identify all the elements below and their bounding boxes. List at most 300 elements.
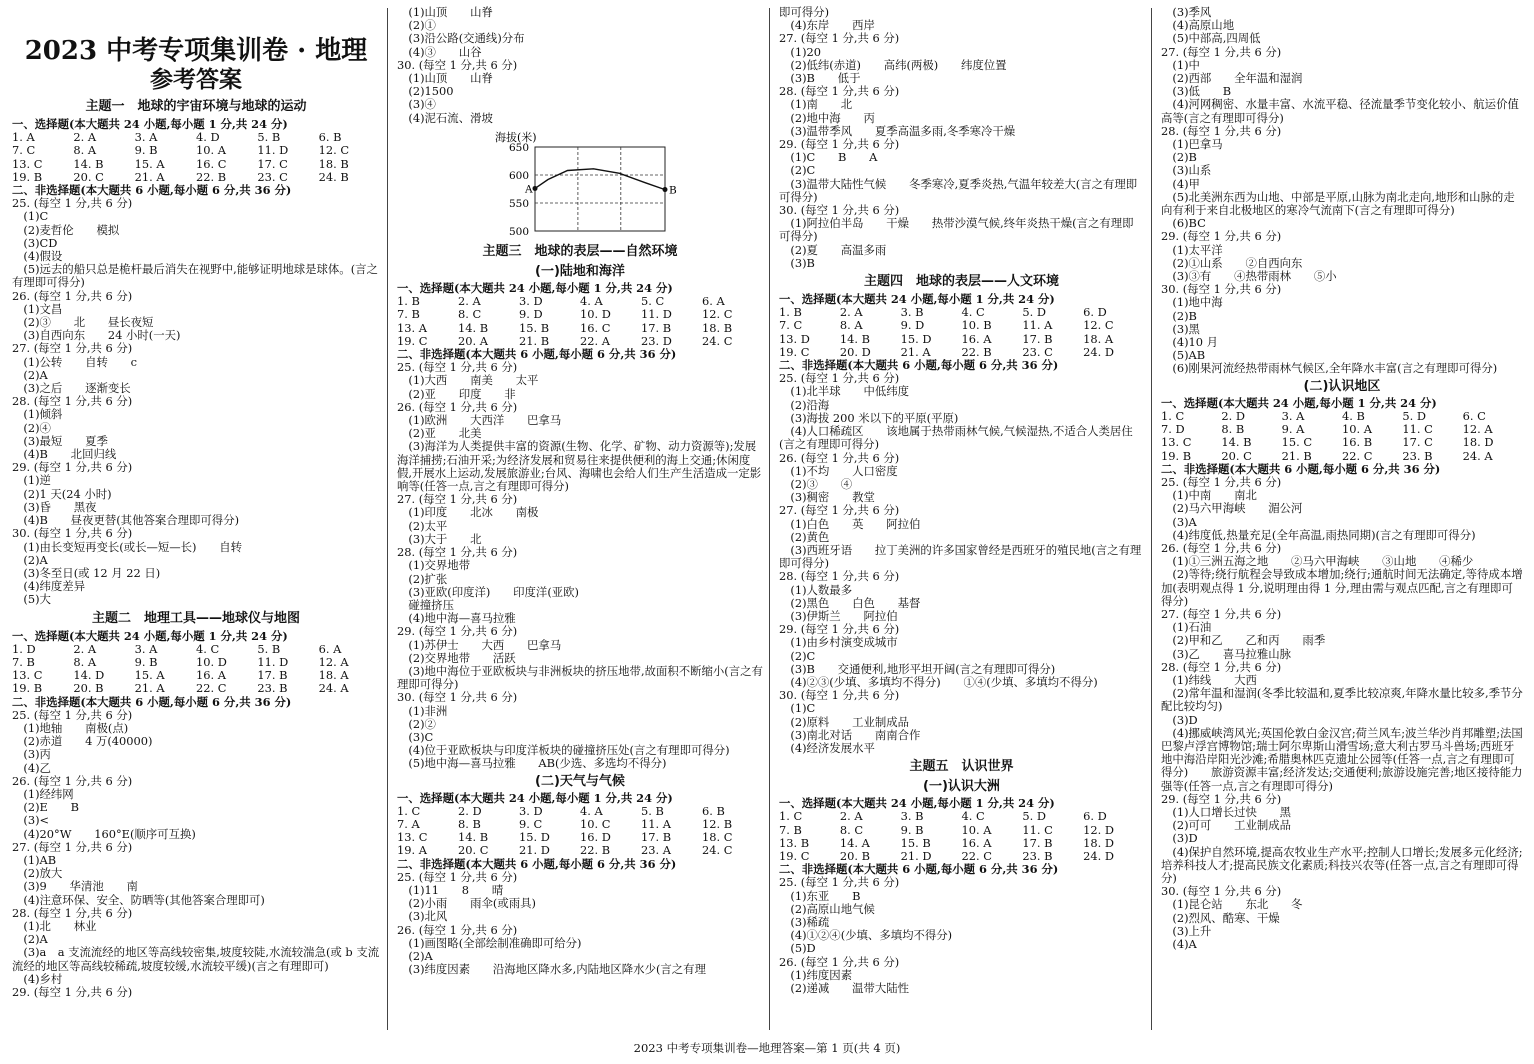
choice-answer: 14. B	[1221, 435, 1252, 450]
answer-line: (2)马六甲海峡 湄公河	[1161, 501, 1303, 516]
answer-line: (2)C	[779, 163, 816, 178]
answer-line: (1)由长变短再变长(或长—短—长) 自转	[12, 539, 243, 554]
answer-line: (5)地中海—喜马拉雅 AB(少选、多选均不得分)	[397, 756, 667, 771]
answer-line: 30. (每空 1 分,共 6 分)	[1161, 282, 1282, 297]
choice-answer: 12. A	[1462, 422, 1493, 437]
answer-line: (1)苏伊士 大西 巴拿马	[397, 637, 562, 652]
answer-line: (6)刚果河流经热带雨林气候区,全年降水丰富(言之有理即可得分)	[1161, 361, 1498, 376]
answer-line: (2)黑色 白色 基督	[779, 595, 921, 610]
question-part-heading: 一、选择题(本大题共 24 小题,每小题 1 分,共 24 分)	[12, 628, 288, 643]
point-b-label: B	[669, 184, 677, 197]
answer-line: (1)经纬网	[12, 786, 74, 801]
elevation-chart-svg	[437, 129, 687, 237]
answer-line: (1)阿拉伯半岛 干燥 热带沙漠气候,终年炎热干燥(言之有理即可得分)	[779, 216, 1134, 244]
answer-line: (3)C	[397, 729, 434, 744]
choice-answer: 14. D	[73, 668, 105, 683]
answer-line: (2)西部 全年温和湿润	[1161, 71, 1303, 86]
answer-line: 28. (每空 1 分,共 6 分)	[1161, 659, 1282, 674]
answer-line: (1)北 林业	[12, 918, 97, 933]
choice-answer: 9. D	[900, 318, 925, 333]
answer-line: (4)高原山地	[1161, 18, 1235, 33]
choice-answer: 23. A	[641, 843, 671, 858]
choice-answer: 11. C	[1402, 422, 1433, 437]
choice-answer: 10. A	[1341, 422, 1372, 437]
choice-answer: 15. A	[134, 668, 165, 683]
answer-line: (3)亚欧(印度洋) 印度洋(亚欧)	[397, 584, 579, 599]
choice-answer: 3. B	[900, 305, 924, 320]
answer-line: (2)③ 北 昼长夜短	[12, 315, 154, 330]
choice-answer: 3. A	[134, 130, 158, 145]
answer-line: (3)D	[1161, 831, 1198, 846]
answer-line: 29. (每空 1 分,共 6 分)	[1161, 791, 1282, 806]
answer-line: 26. (每空 1 分,共 6 分)	[397, 399, 518, 414]
answer-line: (1)昆仑站 东北 冬	[1161, 897, 1303, 912]
answer-line: (4)位于亚欧板块与印度洋板块的碰撞挤压处(言之有理即可得分)	[397, 743, 730, 758]
choice-answer: 1. B	[779, 305, 802, 320]
answer-line: (2)亚 印度 非	[397, 386, 516, 401]
choice-answer: 4. C	[961, 809, 985, 824]
choice-answer: 22. C	[961, 848, 992, 863]
point-b	[663, 187, 668, 192]
choice-answer: 17. B	[641, 830, 672, 845]
answer-line: 29. (每空 1 分,共 6 分)	[1161, 229, 1282, 244]
choice-answer: 9. B	[900, 822, 924, 837]
choice-answer: 22. C	[1341, 448, 1373, 463]
answer-line: (4)保护自然环境,提高农牧业生产水平;控制人口增长;发展多元化经济;培养科技人才;提高民族文化素质;科技兴农等(任答一点,言之有理即可得分)	[1161, 844, 1523, 885]
answer-line: (2)甲和乙 乙和丙 雨季	[1161, 633, 1326, 648]
answer-line: (3)自西向东 24 小时(一天)	[12, 328, 181, 343]
answer-line: 30. (每空 1 分,共 6 分)	[779, 203, 900, 218]
answer-line: (2)小雨 雨伞(或雨具)	[397, 896, 536, 911]
answer-line: (4)纬度差异	[12, 579, 86, 594]
choice-answer: 6. A	[318, 641, 342, 656]
answer-line: (4)东岸 西岸	[779, 18, 875, 33]
answer-line: 27. (每空 1 分,共 6 分)	[779, 31, 900, 46]
choice-answer: 17. C	[1402, 435, 1433, 450]
answer-line: (2)放大	[12, 866, 63, 881]
choice-answer: 12. C	[318, 143, 350, 158]
answer-line: (1)人口增长过快 黑	[1161, 804, 1292, 819]
answer-line: (2)烈风、酷寒、干燥	[1161, 910, 1280, 925]
answer-line: 25. (每空 1 分,共 6 分)	[779, 371, 900, 386]
answer-line: (3)伊斯兰 阿拉伯	[779, 608, 898, 623]
choice-answer: 8. B	[1221, 422, 1245, 437]
answer-line: (3)西班牙语 拉丁美洲的许多国家曾经是西班牙的殖民地(言之有理即可得分)	[779, 542, 1142, 571]
choice-answer: 7. A	[397, 816, 420, 831]
subsection-heading: (二)认识地区	[1303, 378, 1381, 394]
answer-line: (3)纬度因素 沿海地区降水多,内陆地区降水少(言之有理	[397, 962, 706, 977]
question-part-heading: 一、选择题(本大题共 24 小题,每小题 1 分,共 24 分)	[1161, 395, 1437, 410]
choice-answer: 4. A	[580, 803, 603, 818]
choice-answer: 6. C	[1462, 408, 1486, 423]
section-heading: 主题二 地理工具——地球仪与地图	[91, 610, 300, 626]
choice-answer: 10. D	[580, 307, 611, 322]
choice-answer: 12. C	[702, 307, 733, 322]
answer-line: (3)南北对话 南南合作	[779, 727, 921, 742]
choice-answer: 18. A	[318, 668, 349, 683]
choice-answer: 17. C	[257, 156, 288, 171]
answer-line: (3)④	[397, 97, 436, 112]
choice-answer: 20. B	[73, 681, 104, 696]
choice-answer: 8. A	[73, 654, 97, 669]
choice-answer: 17. B	[641, 320, 672, 335]
choice-answer: 8. C	[458, 307, 482, 322]
choice-answer: 21. B	[1281, 448, 1312, 463]
answer-line: 26. (每空 1 分,共 6 分)	[12, 773, 133, 788]
choice-answer: 10. B	[961, 318, 992, 333]
col2-content-bottom	[397, 243, 763, 976]
answer-line: (4)人口稀疏区 该地属于热带雨林气候,气候湿热,不适合人类居住(言之有理即可得分)	[779, 424, 1133, 452]
answer-line: (2)亚 北美	[397, 426, 482, 441]
choice-answer: 23. B	[1022, 848, 1053, 863]
choice-answer: 23. B	[1402, 448, 1433, 463]
question-part-heading: 二、非选择题(本大题共 6 小题,每小题 6 分,共 36 分)	[779, 358, 1059, 373]
answer-line: (3)海拔 200 米以下的平原(平原)	[779, 410, 959, 425]
answer-line: (4)B 北回归线	[12, 447, 117, 462]
point-a-label: A	[525, 183, 533, 196]
choice-answer: 20. C	[73, 169, 104, 184]
choice-answer: 6. B	[318, 130, 342, 145]
question-part-heading: 二、非选择题(本大题共 6 小题,每小题 6 分,共 36 分)	[397, 347, 677, 362]
choice-answer: 24. D	[1083, 344, 1115, 359]
choice-answer: 20. C	[1221, 448, 1252, 463]
answer-line: 27. (每空 1 分,共 6 分)	[1161, 44, 1282, 59]
answer-line: (4)经济发展水平	[779, 740, 875, 755]
answer-line: (2)递减 温带大陆性	[779, 981, 910, 996]
answer-line: (1)印度 北冰 南极	[397, 505, 539, 520]
answer-line: (4)②③(少填、多填均不得分) ①④(少填、多填均不得分)	[779, 674, 1098, 689]
choice-answer-grid	[12, 131, 380, 184]
choice-answer: 2. A	[458, 294, 481, 309]
answer-line: 即可得分)	[779, 5, 830, 19]
choice-answer: 16. C	[580, 320, 611, 335]
answer-line: 26. (每空 1 分,共 6 分)	[779, 954, 900, 969]
choice-answer: 21. D	[900, 848, 932, 863]
answer-line: (2)常年温和湿润(冬季比较温和,夏季比较凉爽,年降水量比较多,季节分配比较均匀)	[1161, 686, 1523, 714]
choice-answer: 14. B	[73, 156, 104, 171]
question-part-heading: 二、非选择题(本大题共 6 小题,每小题 6 分,共 36 分)	[1161, 461, 1441, 476]
answer-line: (2)①	[397, 18, 436, 33]
choice-answer: 11. A	[641, 816, 671, 831]
column-divider	[387, 8, 388, 1030]
answer-line: (1)地中海	[1161, 295, 1223, 310]
y-tick-label: 550	[508, 197, 529, 210]
choice-answer: 10. A	[195, 143, 226, 158]
choice-answer: 13. D	[779, 331, 810, 346]
choice-answer: 10. D	[195, 654, 227, 669]
answer-line: (2)E B	[12, 800, 79, 815]
answer-line: (2)1 天(24 小时)	[12, 486, 112, 501]
choice-answer: 9. C	[519, 816, 543, 831]
choice-answer: 9. B	[134, 143, 158, 158]
answer-line: (1)非洲	[397, 703, 448, 718]
answer-line: (3)CD	[12, 235, 58, 250]
y-tick-label: 500	[508, 225, 529, 237]
choice-answer: 24. D	[1083, 848, 1115, 863]
answer-line: (2)③ ④	[779, 476, 853, 491]
answer-line: (4)挪威峡湾风光;英国伦敦白金汉宫;荷兰风车;波兰华沙肖邦雕塑;法国巴黎卢浮宫博物馆;瑞士阿尔卑斯山滑雪场;意大利古罗马斗兽场;西班牙地中海沿岸阳光沙滩;希腊奥林匹克遗址公园等(任答一点,言之有理即可得分) 旅游资源丰富;经济发达;交通便利;旅游设施完善;地区接待能力强等(任答一点,言之有理即可得分)	[1161, 725, 1523, 793]
answer-line: (2)④	[12, 420, 51, 435]
answer-column-2	[397, 6, 763, 976]
answer-line: (1)东亚 B	[779, 888, 861, 903]
question-part-heading: 二、非选择题(本大题共 6 小题,每小题 6 分,共 36 分)	[779, 862, 1059, 877]
choice-answer: 9. B	[134, 654, 158, 669]
choice-answer: 5. B	[641, 803, 664, 818]
choice-answer: 1. D	[12, 641, 36, 656]
choice-answer: 16. C	[195, 156, 227, 171]
answer-line: (4)注意环保、安全、防晒等(其他答案合理即可)	[12, 892, 265, 907]
answer-line: (3)温带大陆性气候 冬季寒冷,夏季炎热,气温年较差大(言之有理即可得分)	[779, 176, 1138, 204]
choice-answer: 24. B	[318, 169, 349, 184]
choice-answer: 21. A	[134, 681, 165, 696]
elevation-line	[535, 169, 665, 190]
answer-line: 28. (每空 1 分,共 6 分)	[779, 569, 900, 584]
answer-line: (1)南 北	[779, 97, 853, 112]
question-part-heading: 一、选择题(本大题共 24 小题,每小题 1 分,共 24 分)	[12, 117, 288, 131]
answer-line: (5)远去的船只总是桅杆最后消失在视野中,能够证明地球是球体。(言之有理即可得分)	[12, 262, 378, 290]
answer-line: (3)昏 黑夜	[12, 499, 97, 514]
answer-line: 28. (每空 1 分,共 6 分)	[397, 545, 518, 560]
subsection-heading: (一)认识大洲	[923, 779, 1000, 795]
answer-line: (2)扩张	[397, 571, 448, 586]
answer-line: (2)原料 工业制成品	[779, 714, 910, 729]
answer-line: (2)沿海	[779, 397, 830, 412]
answer-line: (3)最短 夏季	[12, 433, 108, 448]
answer-line: (3)a a 支流流经的地区等高线较密集,坡度较陡,水流较湍急(或 b 支流流经的地区等高线较稀疏,坡度较缓,水流较平缓)(言之有理即可)	[12, 945, 380, 973]
choice-answer: 4. D	[195, 130, 220, 145]
column-divider	[1151, 8, 1152, 1030]
answer-line: 27. (每空 1 分,共 6 分)	[397, 492, 518, 507]
answer-line: (2)黄色	[779, 529, 830, 544]
choice-answer: 13. A	[397, 320, 427, 335]
choice-answer: 13. C	[12, 668, 43, 683]
answer-line: (5)D	[779, 941, 816, 956]
choice-answer: 24. A	[1462, 448, 1493, 463]
answer-line: (3)9 华清池 南	[12, 879, 138, 894]
choice-answer: 16. B	[1341, 435, 1373, 450]
choice-answer: 6. D	[1083, 305, 1107, 320]
choice-answer: 13. B	[779, 835, 810, 850]
answer-line: (3)A	[1161, 514, 1197, 529]
choice-answer: 1. A	[12, 130, 35, 145]
section-heading: 主题四 地球的表层——人文环境	[863, 274, 1059, 290]
choice-answer: 14. B	[458, 830, 489, 845]
choice-answer: 12. D	[1083, 822, 1115, 837]
choice-answer: 2. A	[839, 305, 863, 320]
choice-answer: 11. D	[641, 307, 672, 322]
choice-answer: 8. A	[839, 318, 863, 333]
choice-answer: 1. B	[397, 294, 420, 309]
answer-line: (2)B	[1161, 308, 1197, 323]
answer-line: (3)低 B	[1161, 84, 1232, 99]
choice-answer: 3. B	[900, 809, 924, 824]
choice-answer: 20. D	[839, 344, 871, 359]
answer-line: (2)夏 高温多雨	[779, 242, 887, 257]
answer-line: (4)甲	[1161, 176, 1200, 191]
answer-line: (2)高原山地气候	[779, 901, 875, 916]
answer-line: (4)B 昼夜更替(其他答案合理即可得分)	[12, 513, 240, 528]
subsection-heading: (二)天气与气候	[535, 773, 625, 789]
answer-line: 25. (每空 1 分,共 6 分)	[1161, 474, 1282, 489]
choice-answer: 18. C	[702, 830, 733, 845]
question-part-heading: 一、选择题(本大题共 24 小题,每小题 1 分,共 24 分)	[397, 281, 673, 296]
answer-line: (3)山系	[1161, 163, 1212, 178]
choice-answer: 2. A	[73, 130, 97, 145]
choice-answer: 8. C	[839, 822, 864, 837]
answer-line: 26. (每空 1 分,共 6 分)	[12, 288, 133, 303]
choice-answer: 15. B	[519, 320, 550, 335]
choice-answer: 11. C	[1022, 822, 1053, 837]
answer-line: (1)欧洲 大西洋 巴拿马	[397, 413, 562, 428]
choice-answer: 4. A	[580, 294, 603, 309]
choice-answer: 19. B	[12, 681, 43, 696]
answer-line: (1)不均 人口密度	[779, 463, 898, 478]
choice-answer: 5. D	[1022, 305, 1046, 320]
choice-answer: 19. C	[779, 344, 810, 359]
answer-line: (2)A	[12, 367, 48, 382]
choice-answer: 11. D	[257, 143, 289, 158]
answer-line: (3)③有 ④热带雨林 ⑤小	[1161, 269, 1337, 284]
choice-answer: 2. D	[1221, 408, 1245, 423]
y-axis-label: 海拔(米)	[495, 130, 537, 144]
answer-line: (1)纬度因素	[779, 967, 853, 982]
choice-answer: 1. C	[1161, 408, 1185, 423]
choice-answer: 21. B	[519, 333, 550, 348]
answer-line: (2)低纬(赤道) 高纬(两极) 纬度位置	[779, 57, 1007, 72]
choice-answer-grid	[1161, 410, 1523, 463]
answer-line: 28. (每空 1 分,共 6 分)	[779, 84, 900, 99]
answer-line: 29. (每空 1 分,共 6 分)	[12, 985, 133, 999]
choice-answer: 21. A	[900, 344, 931, 359]
answer-line: (1)C B A	[779, 150, 878, 165]
answer-line: (1)地轴 南极(点)	[12, 720, 129, 735]
choice-answer: 7. C	[12, 143, 36, 158]
subsection-heading: (一)陆地和海洋	[535, 264, 625, 280]
answer-line: 30. (每空 1 分,共 6 分)	[397, 57, 518, 72]
choice-answer: 4. C	[961, 305, 985, 320]
choice-answer: 9. A	[1281, 422, 1305, 437]
answer-line: (2)麦哲伦 模拟	[12, 222, 120, 237]
answer-line: (2)C	[779, 648, 816, 663]
answer-line: (1)C	[779, 701, 816, 716]
choice-answer: 22. A	[580, 333, 610, 348]
answer-line: 25. (每空 1 分,共 6 分)	[397, 869, 518, 884]
answer-line: (3)B 交通便利,地形平坦开阔(言之有理即可得分)	[779, 661, 1056, 676]
answer-line: 29. (每空 1 分,共 6 分)	[12, 460, 133, 475]
answer-line: (1)11 8 晴	[397, 882, 504, 897]
choice-answer: 20. C	[458, 843, 489, 858]
answer-line: 27. (每空 1 分,共 6 分)	[1161, 606, 1282, 621]
choice-answer: 5. C	[641, 294, 665, 309]
answer-line: (1)白色 英 阿拉伯	[779, 516, 921, 531]
choice-answer: 11. A	[1022, 318, 1053, 333]
choice-answer: 7. D	[1161, 422, 1185, 437]
answer-line: (1)文昌	[12, 301, 63, 316]
choice-answer: 1. C	[779, 809, 803, 824]
choice-answer: 23. C	[257, 169, 288, 184]
chart-frame	[535, 147, 665, 231]
answer-line: (4)纬度低,热量充足(全年高温,雨热同期)(言之有理即可得分)	[1161, 527, 1476, 542]
answer-line: (1)交界地带	[397, 558, 471, 573]
question-part-heading: 二、非选择题(本大题共 6 小题,每小题 6 分,共 36 分)	[12, 183, 292, 198]
answer-line: (4)乡村	[12, 971, 63, 986]
choice-answer: 16. A	[961, 331, 992, 346]
answer-line: (6)BC	[1161, 216, 1206, 231]
answer-line: 30. (每空 1 分,共 6 分)	[12, 526, 133, 541]
answer-line: 30. (每空 1 分,共 6 分)	[779, 688, 900, 703]
choice-answer: 3. D	[519, 294, 543, 309]
choice-answer: 5. D	[1402, 408, 1426, 423]
answer-line: (3)<	[12, 813, 50, 828]
answer-line: (3)海洋为人类提供丰富的资源(生物、化学、矿物、动力资源等);发展海洋捕捞;石油开采;为经济发展和贸易往来提供便利的海上交通;休闲度假,开展水上运动,发展旅游业;台风、海啸也会给人们生产生活造成一定影响等(任答一点,言之有理即可得分)	[397, 439, 762, 494]
choice-answer: 23. B	[257, 681, 288, 696]
choice-answer-grid	[779, 306, 1144, 359]
choice-answer: 18. D	[1462, 435, 1494, 450]
choice-answer: 10. C	[580, 816, 611, 831]
col3-content	[779, 6, 1144, 995]
answer-line: (3)沿公路(交通线)分布	[397, 31, 525, 46]
choice-answer: 16. A	[195, 668, 226, 683]
choice-answer: 12. B	[702, 816, 733, 831]
answer-line: (1)人数最多	[779, 582, 853, 597]
answer-line: (4)假设	[12, 249, 63, 264]
answer-line: 28. (每空 1 分,共 6 分)	[12, 394, 133, 409]
choice-answer: 23. D	[641, 333, 672, 348]
answer-line: (4)地中海—喜马拉雅	[397, 611, 516, 626]
choice-answer: 10. A	[961, 822, 992, 837]
choice-answer: 7. B	[779, 822, 802, 837]
choice-answer: 21. A	[134, 169, 165, 184]
choice-answer: 2. A	[73, 641, 97, 656]
answer-line: 29. (每空 1 分,共 6 分)	[779, 622, 900, 637]
col1-content	[12, 98, 380, 999]
answer-line: 29. (每空 1 分,共 6 分)	[779, 137, 900, 152]
answer-line: (3)北风	[397, 909, 448, 924]
answer-line: (3)稠密 教堂	[779, 490, 875, 505]
choice-answer: 15. C	[1281, 435, 1313, 450]
answer-line: 25. (每空 1 分,共 6 分)	[12, 196, 133, 211]
answer-line: (1)20	[779, 44, 822, 59]
choice-answer: 20. B	[839, 848, 870, 863]
answer-line: (4)10 月	[1161, 335, 1219, 350]
choice-answer-grid	[779, 810, 1144, 863]
column-divider	[769, 8, 770, 1030]
answer-line: (1)中南 南北	[1161, 488, 1257, 503]
answer-line: 碰撞挤压	[397, 597, 454, 612]
choice-answer: 16. A	[961, 835, 992, 850]
answer-line: 28. (每空 1 分,共 6 分)	[12, 905, 133, 920]
answer-line: (1)公转 自转 c	[12, 354, 138, 369]
page-subtitle: 参考答案	[150, 66, 242, 93]
answer-line: 30. (每空 1 分,共 6 分)	[1161, 884, 1282, 899]
answer-line: (3)大于 北	[397, 531, 482, 546]
choice-answer: 3. A	[134, 641, 158, 656]
answer-line: (1)由乡村演变成城市	[779, 635, 898, 650]
choice-answer: 5. B	[257, 130, 281, 145]
choice-answer: 11. D	[257, 654, 289, 669]
answer-line: (4)乙	[12, 760, 51, 775]
answer-line: (1)纬线 大西	[1161, 672, 1257, 687]
answer-line: (1)AB	[12, 852, 57, 867]
answer-line: 25. (每空 1 分,共 6 分)	[397, 360, 518, 375]
answer-line: (3)D	[1161, 712, 1198, 727]
choice-answer: 12. C	[1083, 318, 1114, 333]
answer-line: 26. (每空 1 分,共 6 分)	[779, 450, 900, 465]
choice-answer: 13. C	[12, 156, 43, 171]
choice-answer: 19. C	[397, 333, 428, 348]
choice-answer: 5. B	[257, 641, 281, 656]
answer-line: (3)B	[779, 255, 815, 270]
